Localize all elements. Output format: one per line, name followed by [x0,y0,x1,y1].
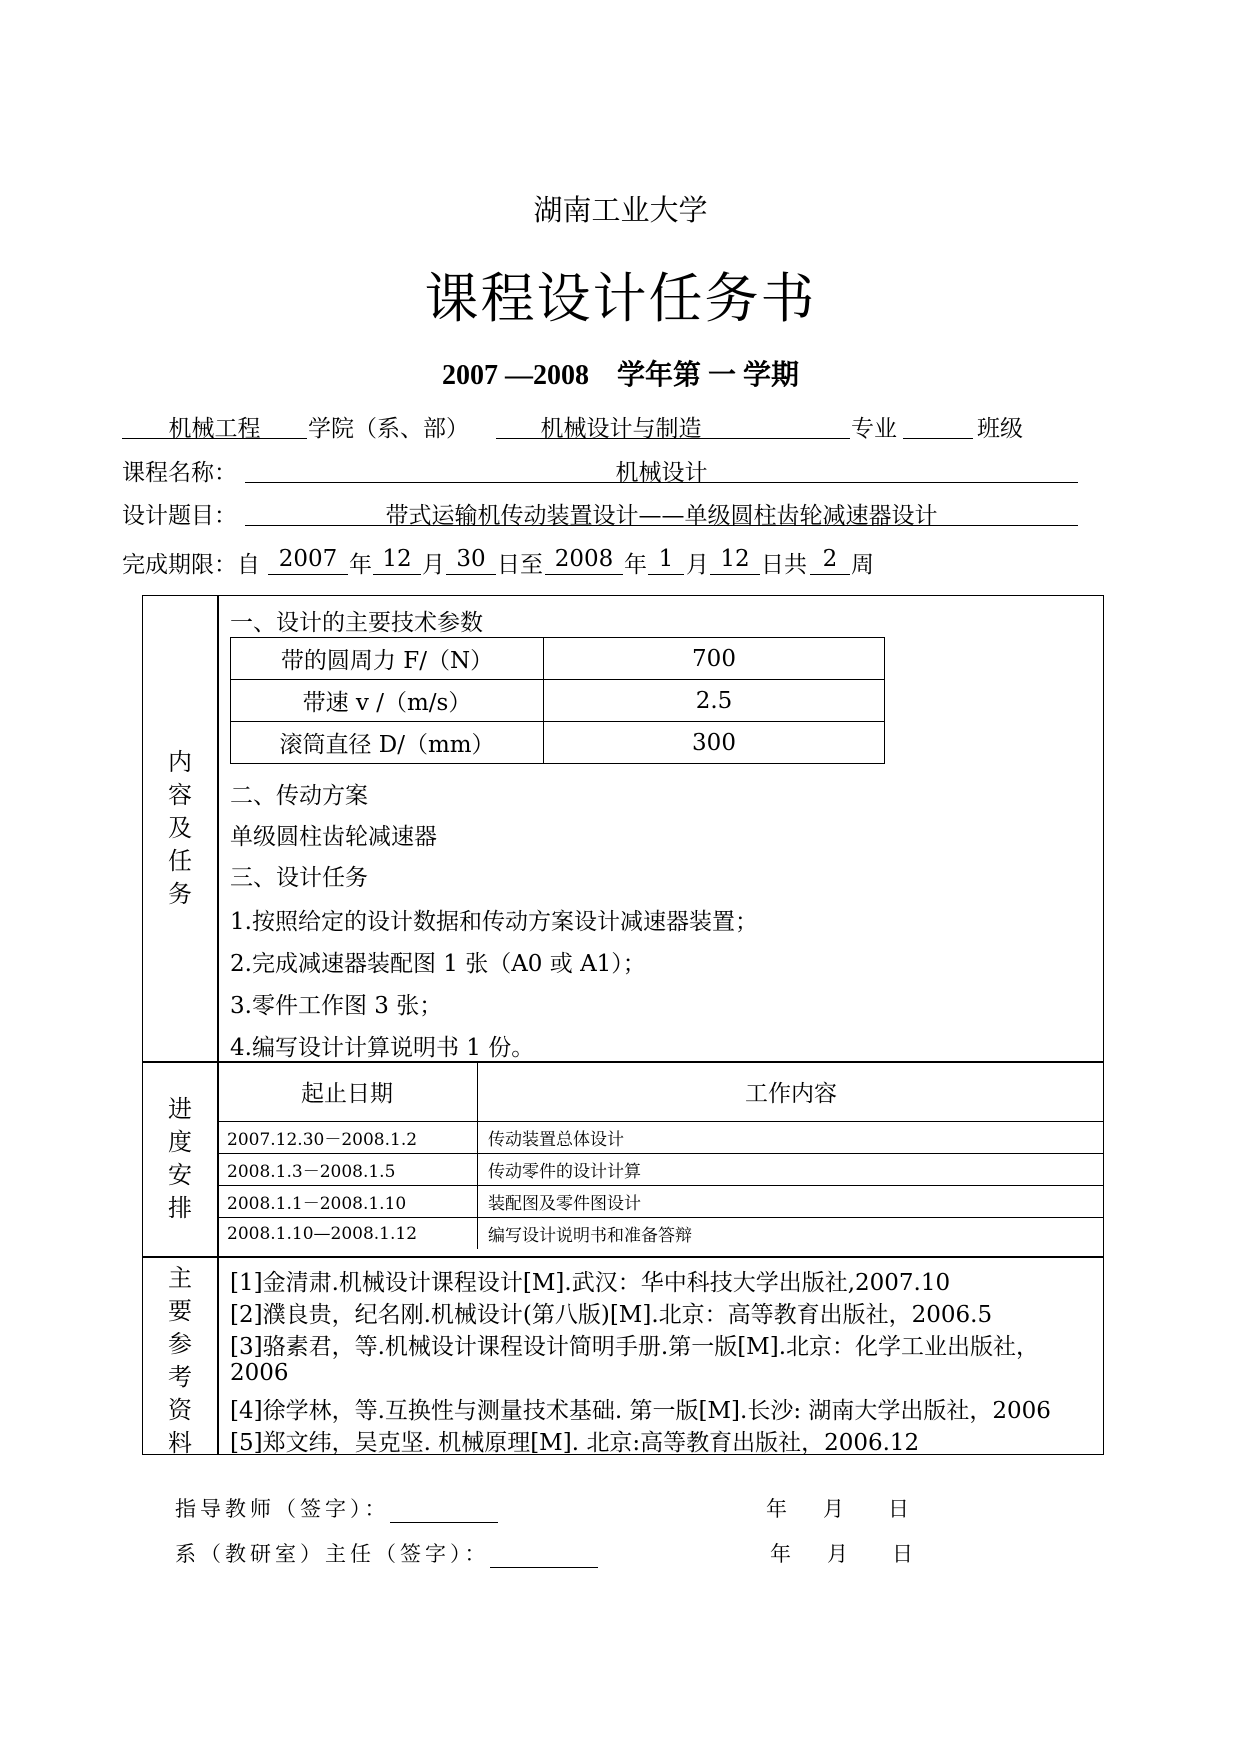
start-year: 2007 [268,546,348,575]
section-heading-tasks: 三、设计任务 [230,865,368,891]
task-item: 1.按照给定的设计数据和传动方案设计减速器装置； [230,909,758,935]
end-year-unit: 年 [624,552,647,578]
param-value: 300 [544,722,885,764]
param-row [231,638,885,680]
param-label: 带速 v /（m/s） [231,680,544,722]
class-value [903,410,973,439]
param-row [231,722,885,764]
college-major-line [0,410,1241,442]
course-label: 课程名称： [122,460,237,486]
end-day: 12 [710,546,760,575]
parameter-table [230,637,885,764]
class-label: 班级 [977,416,1023,442]
schedule-work: 编写设计说明书和准备答辩 [478,1218,1105,1250]
schedule-header-work: 工作内容 [478,1061,1105,1122]
period-line [0,546,1241,578]
director-signature-label: 系（教研室）主任（签字）： [175,1542,490,1566]
end-month: 1 [648,546,684,575]
param-row [231,680,885,722]
director-signature-line [175,1538,598,1568]
schedule-date: 2007.12.30－2008.1.2 [217,1122,478,1154]
task-item: 2.完成减速器装配图 1 张（A0 或 A1）； [230,951,646,977]
reference-item: [5]郑文纬，吴克坚. 机械原理[M]. 北京:高等教育出版社，2006.12 [230,1430,920,1456]
end-month-unit: 月 [686,552,709,578]
start-day: 30 [446,546,496,575]
task-item: 4.编写设计计算说明书 1 份。 [230,1035,535,1061]
teacher-signature-blank [390,1500,498,1523]
side-column-divider [217,595,219,1455]
schedule-work: 装配图及零件图设计 [478,1186,1105,1218]
university-name: 湖南工业大学 [533,193,708,227]
major-value: 机械设计与制造 [496,410,850,439]
schedule-header-date: 起止日期 [217,1061,478,1122]
topic-label: 设计题目： [122,503,237,529]
section-divider-schedule-refs [142,1256,1104,1258]
schedule-date: 2008.1.1－2008.1.10 [217,1186,478,1218]
schedule-date: 2008.1.10—2008.1.12 [217,1218,478,1250]
schedule-work: 传动装置总体设计 [478,1122,1105,1154]
major-label: 专业 [851,416,897,442]
college-label: 学院（系、部） [308,416,469,442]
task-item: 3.零件工作图 3 张； [230,993,443,1019]
references-side-label: 主 要 参 考 资 料 [168,1264,192,1457]
director-sign-date: 年 月 日 [770,1542,913,1566]
teacher-signature-line [175,1493,498,1523]
weeks-count: 2 [810,546,850,575]
param-label: 带的圆周力 F/（N） [231,638,544,680]
course-line [0,454,1241,486]
teacher-sign-date: 年 月 日 [766,1497,909,1521]
schedule-table [217,1061,1104,1249]
schedule-row [217,1186,1104,1218]
college-value: 机械工程 [122,410,307,439]
schedule-date: 2008.1.3－2008.1.5 [217,1154,478,1186]
director-signature-blank [490,1545,598,1568]
start-month: 12 [373,546,421,575]
start-year-unit: 年 [349,552,372,578]
param-label: 滚筒直径 D/（mm） [231,722,544,764]
topic-line [0,497,1241,529]
scheme-text: 单级圆柱齿轮减速器 [230,824,437,850]
document-title: 课程设计任务书 [424,267,817,330]
reference-item: 2006 [230,1360,289,1386]
end-day-unit: 日共 [761,552,807,578]
schedule-side-label: 进 度 安 排 [168,1095,192,1222]
start-month-unit: 月 [422,552,445,578]
reference-item: [1]金清肃.机械设计课程设计[M].武汉：华中科技大学出版社,2007.10 [230,1270,951,1296]
reference-item: [2]濮良贵，纪名刚.机械设计(第八版)[M].北京：高等教育出版社，2006.5 [230,1302,993,1328]
reference-item: [4]徐学林，等.互换性与测量技术基础. 第一版[M].长沙: 湖南大学出版社，2006 [230,1398,1051,1424]
schedule-row [217,1218,1104,1250]
schedule-row [217,1122,1104,1154]
param-value: 700 [544,638,885,680]
schedule-row [217,1154,1104,1186]
weeks-unit: 周 [851,552,874,578]
section-heading-scheme: 二、传动方案 [230,783,368,809]
schedule-work: 传动零件的设计计算 [478,1154,1105,1186]
course-value: 机械设计 [245,454,1078,483]
topic-value: 带式运输机传动装置设计——单级圆柱齿轮减速器设计 [245,497,1078,526]
start-day-unit: 日至 [497,552,543,578]
academic-term: 2007 —2008 学年第 一 学期 [441,360,799,391]
section-heading-params: 一、设计的主要技术参数 [230,610,483,636]
content-side-label: 内 容 及 任 务 [168,748,192,908]
end-year: 2008 [545,546,623,575]
teacher-signature-label: 指导教师（签字）： [175,1497,390,1521]
schedule-header-row [217,1061,1104,1122]
param-value: 2.5 [544,680,885,722]
reference-item: [3]骆素君，等.机械设计课程设计简明手册.第一版[M].北京：化学工业出版社， [230,1334,1040,1360]
period-label: 完成期限：自 [122,552,260,578]
